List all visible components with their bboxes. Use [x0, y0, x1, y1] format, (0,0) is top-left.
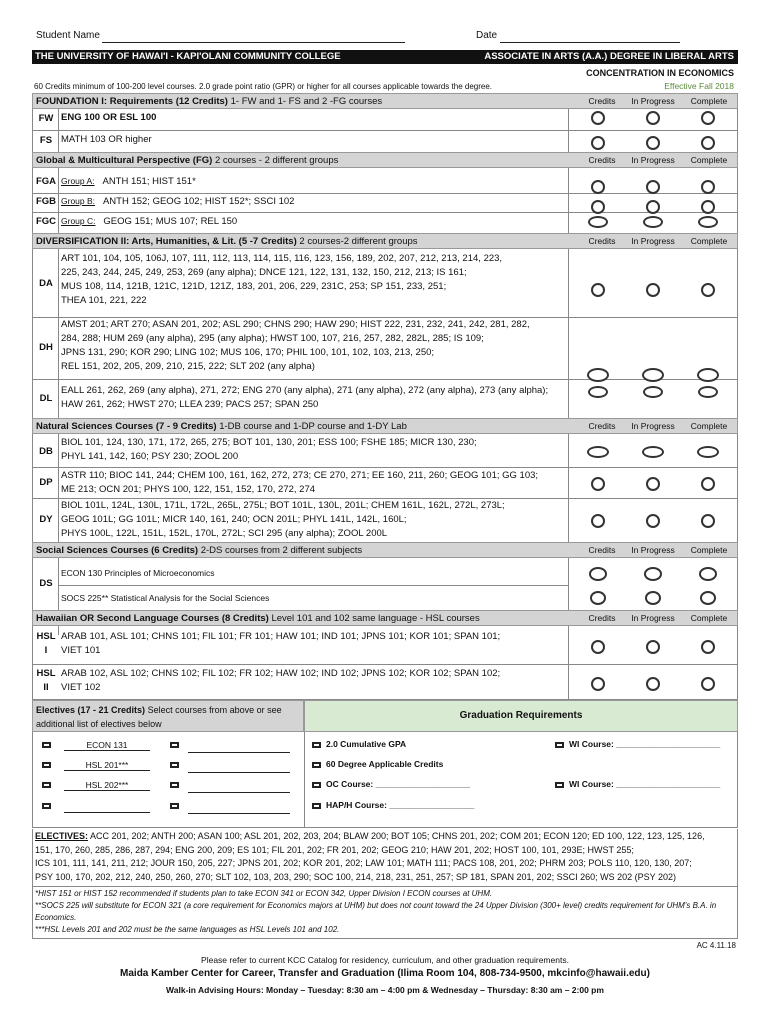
- fgb-courses: ANTH 152; GEOG 102; HIST 152*; SSCI 102: [102, 196, 295, 207]
- oc-course-field[interactable]: OC Course: ____________________: [326, 779, 471, 789]
- credits-status-oval[interactable]: [591, 677, 605, 691]
- in-progress-status-oval[interactable]: [646, 514, 660, 528]
- da-line: ART 101, 104, 105, 106J, 107, 111, 112, 113, 114, 115, 116, 123, 156, 189, 202, 207, 212, 213, 214, 223,: [61, 253, 503, 264]
- foundation-title: FOUNDATION I: Requirements (12 Credits): [36, 96, 228, 107]
- elective-list-line: ACC 201, 202; ANTH 200; ASAN 100; ASL 201, 202, 203, 204; BLAW 200; BOT 105; CHNS 201, 202; COM 201; ECON 120; ED 100, 122, 123, 125, 126,: [90, 831, 705, 841]
- natural-header: [32, 418, 738, 434]
- footnote: *HIST 151 or HIST 152 recommended if students plan to take ECON 341 or ECON 342, Upper Division I ECON courses at UHM.: [35, 889, 493, 898]
- elective-checkbox[interactable]: [42, 782, 51, 788]
- in-progress-status-oval[interactable]: [643, 386, 663, 398]
- dp-code: DP: [39, 477, 53, 488]
- oc-checkbox[interactable]: [312, 782, 321, 788]
- dy-line: GEOG 101L; GG 101L; MICR 140, 161, 240; OCN 201L; PHYL 141L, 142L, 160L;: [61, 514, 407, 525]
- in-progress-status-oval[interactable]: [645, 591, 661, 605]
- fgc-group: Group C:: [61, 216, 96, 226]
- complete-status-oval[interactable]: [701, 200, 715, 214]
- da-line: THEA 101, 221, 222: [61, 295, 147, 306]
- in-progress-status-oval[interactable]: [646, 283, 660, 297]
- credits-status-oval[interactable]: [591, 136, 605, 150]
- hsl1-line: VIET 101: [61, 645, 101, 656]
- in-progress-status-oval[interactable]: [642, 368, 664, 382]
- hsl2-courses: [61, 667, 566, 695]
- dy-code: DY: [39, 514, 53, 525]
- in-progress-status-oval[interactable]: [642, 446, 664, 458]
- complete-status-oval[interactable]: [699, 567, 717, 581]
- complete-header: Complete: [690, 613, 728, 623]
- student-name-label: Student Name: [36, 30, 100, 41]
- diversification-title: DIVERSIFICATION II: Arts, Humanities, & Lit. (5 -7 Credits): [36, 236, 297, 247]
- complete-status-oval[interactable]: [697, 368, 719, 382]
- advising-center: Maida Kamber Center for Career, Transfer and Graduation (Ilima Room 104, 808-734-9500, mkcinfo@hawaii.edu): [120, 968, 650, 979]
- db-line: BIOL 101, 124, 130, 171, 172, 265, 275; BOT 101, 130, 201; ESS 100; FSHE 185; MICR 130, 230;: [61, 437, 477, 448]
- dy-line: BIOL 101L, 124L, 130L, 171L, 172L, 265L, 275L; BOT 101L, 130L, 201L; CHEM 161L, 162L, 272L, 273L;: [61, 500, 505, 511]
- elective-blank-field[interactable]: [188, 813, 290, 814]
- concentration: CONCENTRATION IN ECONOMICS: [586, 68, 734, 78]
- in-progress-header: In Progress: [631, 236, 675, 246]
- elective-checkbox[interactable]: [42, 803, 51, 809]
- dl-courses: [61, 384, 566, 412]
- fga-row: [61, 174, 566, 189]
- natural-subtitle: 1-DB course and 1-DP course and 1-DY Lab: [219, 421, 407, 432]
- da-code: DA: [39, 278, 53, 289]
- complete-status-oval[interactable]: [701, 283, 715, 297]
- title-bar: [32, 50, 738, 64]
- complete-status-oval[interactable]: [698, 216, 718, 228]
- elective-list-line: PSY 100, 170, 202, 212, 240, 250, 260, 270; SLT 102, 103, 203, 290; SOC 100, 214, 218, 231, 251, 257; SP 181, SPAN 201, 202; SSCI 260; WS 202 (PSY 202): [35, 871, 676, 882]
- elective-blank-field[interactable]: [188, 772, 290, 773]
- diversification-header: [32, 233, 738, 249]
- complete-header: Complete: [690, 236, 728, 246]
- in-progress-status-oval[interactable]: [646, 677, 660, 691]
- dh-line: AMST 201; ART 270; ASAN 201, 202; ASL 290; CHNS 290; HAW 290; HIST 222, 231, 232, 241, 242, 281, 282,: [61, 319, 530, 330]
- wi-checkbox[interactable]: [555, 782, 564, 788]
- fs-code: FS: [39, 135, 53, 146]
- fgc-courses: GEOG 151; MUS 107; REL 150: [103, 216, 238, 227]
- credits-header: Credits: [588, 613, 616, 623]
- hsl1-courses: [61, 630, 566, 658]
- dy-courses: [61, 499, 566, 541]
- natural-title: Natural Sciences Courses (7 - 9 Credits): [36, 421, 217, 432]
- gpa-checkbox[interactable]: [312, 742, 321, 748]
- credits-status-oval[interactable]: [591, 283, 605, 297]
- fgb-group: Group B:: [61, 196, 96, 206]
- catalog-note: Please refer to current KCC Catalog for residency, curriculum, and other graduation requirements.: [201, 955, 569, 965]
- credits-status-oval[interactable]: [591, 180, 605, 194]
- in-progress-status-oval[interactable]: [643, 216, 663, 228]
- social-header: [32, 542, 738, 558]
- requirement-note: 60 Credits minimum of 100-200 level courses. 2.0 grade point ratio (GPR) or higher for all courses applicable towards the degree.: [34, 82, 493, 91]
- in-progress-header: In Progress: [631, 613, 675, 623]
- in-progress-header: In Progress: [631, 421, 675, 431]
- db-courses: [61, 436, 566, 464]
- in-progress-status-oval[interactable]: [646, 640, 660, 654]
- credits-header: Credits: [588, 96, 616, 106]
- global-header: [32, 152, 738, 168]
- credits-status-oval[interactable]: [591, 200, 605, 214]
- fga-code: FGA: [35, 176, 57, 187]
- date-field[interactable]: [500, 42, 680, 43]
- complete-status-oval[interactable]: [697, 446, 719, 458]
- hawaiian-title: Hawaiian OR Second Language Courses (8 Credits): [36, 613, 269, 624]
- complete-status-oval[interactable]: [701, 514, 715, 528]
- credits-status-oval[interactable]: [591, 477, 605, 491]
- credits-status-oval[interactable]: [591, 111, 605, 125]
- effective-date: Effective Fall 2018: [664, 81, 734, 91]
- credits-status-oval[interactable]: [588, 216, 608, 228]
- dy-line: PHYS 100L, 122L, 151L, 152L, 170L, 272L; SCI 295 (any alpha); ZOOL 200L: [61, 528, 388, 539]
- complete-status-oval[interactable]: [701, 677, 715, 691]
- hsl1-line: ARAB 101, ASL 101; CHNS 101; FIL 101; FR 101; HAW 101; IND 101; JPNS 101; KOR 101; SPAN 101;: [61, 631, 501, 642]
- db-line: PHYL 141, 142, 160; PSY 230; ZOOL 200: [61, 451, 239, 462]
- advising-hours: Walk-in Advising Hours: Monday – Tuesday: 8:30 am – 4:00 pm & Wednesday – Thursday: 8:30 am – 2:00 pm: [166, 985, 604, 995]
- foundation-subtitle: 1- FW and 1- FS and 2 -FG courses: [230, 96, 383, 107]
- credits-checkbox[interactable]: [312, 762, 321, 768]
- credits-status-oval[interactable]: [589, 567, 607, 581]
- fw-code: FW: [38, 113, 54, 124]
- in-progress-status-oval[interactable]: [646, 200, 660, 214]
- elective-hsl-201: HSL 201***: [64, 760, 150, 771]
- global-subtitle: 2 courses - 2 different groups: [214, 155, 339, 166]
- electives-title: Electives (17 - 21 Credits): [36, 705, 146, 715]
- hawaiian-header: [32, 610, 738, 626]
- elective-checkbox[interactable]: [170, 742, 179, 748]
- fga-courses: ANTH 151; HIST 151*: [102, 176, 196, 187]
- elective-list-line: 151, 170, 260, 285, 286, 287, 294; ENG 200, 209; ES 101; FIL 201, 202; FR 201, 202; GEOG 210; HAW 201, 202; HOST 100, 101, 293E; HWST 255;: [35, 844, 634, 855]
- hsl2-line: VIET 102: [61, 682, 101, 693]
- complete-status-oval[interactable]: [701, 136, 715, 150]
- graduation-title: Graduation Requirements: [459, 710, 583, 721]
- complete-status-oval[interactable]: [701, 180, 715, 194]
- credits-requirement: 60 Degree Applicable Credits: [326, 759, 444, 769]
- foundation-header: [32, 93, 738, 109]
- fw-courses: ENG 100 OR ESL 100: [61, 112, 157, 123]
- in-progress-header: In Progress: [631, 545, 675, 555]
- elective-checkbox[interactable]: [170, 782, 179, 788]
- complete-header: Complete: [690, 545, 728, 555]
- dl-line: HAW 261, 262; HWST 270; LLEA 239; PACS 257; SPAN 250: [61, 399, 319, 410]
- dp-line: ME 213; OCN 201; PHYS 100, 122, 151, 152, 170, 272, 274: [61, 484, 316, 495]
- dp-courses: [61, 469, 566, 497]
- credits-status-oval[interactable]: [590, 591, 606, 605]
- elective-list: [32, 830, 741, 884]
- credits-header: Credits: [588, 545, 616, 555]
- diversification-subtitle: 2 courses-2 different groups: [299, 236, 418, 247]
- db-code: DB: [39, 446, 53, 457]
- fgb-row: [61, 194, 566, 209]
- dl-code: DL: [39, 393, 53, 404]
- dh-line: JPNS 131, 290; KOR 290; LING 102; MUS 106, 170; PHIL 100, 101, 102, 103, 213, 250;: [61, 347, 435, 358]
- social-subtitle: 2-DS courses from 2 different subjects: [200, 545, 363, 556]
- elective-blank-field[interactable]: [64, 801, 150, 813]
- hap-checkbox[interactable]: [312, 803, 321, 809]
- electives-subtitle: Select courses from above or see additional list of electives below: [36, 705, 282, 729]
- complete-status-oval[interactable]: [701, 640, 715, 654]
- credits-status-oval[interactable]: [587, 368, 609, 382]
- credits-header: Credits: [588, 155, 616, 165]
- dh-code: DH: [39, 342, 53, 353]
- in-progress-status-oval[interactable]: [646, 111, 660, 125]
- footnote: **SOCS 225 will substitute for ECON 321 (a core requirement for Economics majors at UHM) but does not count toward the 24 Upper Division (300+ level) credits requirement for UHM's B.A. in Economics.: [35, 901, 717, 922]
- dl-line: EALL 261, 262, 269 (any alpha), 271, 272; ENG 270 (any alpha), 271 (any alpha), 272 (any alpha), 273 (any alpha);: [61, 385, 549, 396]
- hsl1-code: HSL I: [36, 631, 56, 656]
- fgc-row: [61, 214, 566, 229]
- wi-course-field[interactable]: WI Course: ______________________: [569, 739, 721, 749]
- ds-code: DS: [39, 578, 53, 589]
- dh-line: REL 151, 202, 205, 209, 210, 215, 222; SLT 202 (any alpha): [61, 361, 315, 372]
- fs-courses: MATH 103 OR higher: [61, 134, 152, 145]
- elective-checkbox[interactable]: [170, 803, 179, 809]
- econ-130: ECON 130 Principles of Microeconomics: [61, 568, 215, 578]
- da-line: MUS 108, 114, 121B, 121C, 121D, 121Z, 183, 201, 206, 229, 231C, 253; SP 151, 233, 251;: [61, 281, 447, 292]
- credits-status-oval[interactable]: [591, 640, 605, 654]
- fga-group: Group A:: [61, 176, 95, 186]
- dp-line: ASTR 110; BIOC 141, 244; CHEM 100, 161, 162, 272, 273; CE 270, 271; EE 160, 211, 260; GEOG 101; GG 103;: [61, 470, 539, 481]
- social-title: Social Sciences Courses (6 Credits): [36, 545, 199, 556]
- credits-header: Credits: [588, 421, 616, 431]
- elective-list-label: ELECTIVES:: [35, 831, 89, 841]
- hsl2-code: HSL II: [36, 668, 56, 693]
- in-progress-header: In Progress: [631, 155, 675, 165]
- elective-checkbox[interactable]: [170, 762, 179, 768]
- elective-hsl-202: HSL 202***: [64, 780, 150, 791]
- dh-line: 284, 288; HUM 269 (any alpha), 295 (any alpha); HWST 100, 107, 216, 257, 282, 282L, 285; IS 109;: [61, 333, 484, 344]
- complete-status-oval[interactable]: [700, 591, 716, 605]
- complete-header: Complete: [690, 155, 728, 165]
- elective-checkbox[interactable]: [42, 742, 51, 748]
- footnote: ***HSL Levels 201 and 202 must be the same languages as HSL Levels 101 and 102.: [35, 925, 340, 934]
- elective-econ-131: ECON 131: [64, 740, 150, 751]
- credits-status-oval[interactable]: [588, 386, 608, 398]
- hap-course-field[interactable]: HAP/H Course: __________________: [326, 800, 475, 810]
- elective-list-line: ICS 101, 111, 141, 211, 212; JOUR 150, 205, 227; JPNS 201, 202; KOR 201, 202; LAW 101; MATH 111; PACS 108, 201, 202; PHRM 203; POLS 110, 120, 130, 207;: [35, 858, 692, 868]
- in-progress-status-oval[interactable]: [646, 180, 660, 194]
- credits-status-oval[interactable]: [591, 514, 605, 528]
- complete-header: Complete: [690, 421, 728, 431]
- gpa-requirement: 2.0 Cumulative GPA: [326, 739, 407, 749]
- complete-status-oval[interactable]: [701, 111, 715, 125]
- degree-name: ASSOCIATE IN ARTS (A.A.) DEGREE IN LIBERAL ARTS: [484, 51, 734, 62]
- university-name: THE UNIVERSITY OF HAWAI'I - KAPI'OLANI COMMUNITY COLLEGE: [35, 51, 341, 62]
- hsl2-line: ARAB 102, ASL 102; CHNS 102; FIL 102; FR 102; HAW 102; IND 102; JPNS 102; KOR 102; SPAN 102;: [61, 668, 501, 679]
- fgc-code: FGC: [35, 216, 57, 227]
- complete-status-oval[interactable]: [698, 386, 718, 398]
- in-progress-status-oval[interactable]: [644, 567, 662, 581]
- form-code: AC 4.11.18: [696, 941, 736, 950]
- elective-blank-field[interactable]: [188, 752, 290, 753]
- student-name-field[interactable]: [102, 42, 405, 43]
- elective-checkbox[interactable]: [42, 762, 51, 768]
- in-progress-header: In Progress: [631, 96, 675, 106]
- in-progress-status-oval[interactable]: [646, 136, 660, 150]
- elective-blank-field[interactable]: [188, 792, 290, 793]
- fgb-code: FGB: [35, 196, 57, 207]
- electives-header: [32, 700, 304, 732]
- complete-status-oval[interactable]: [701, 477, 715, 491]
- da-line: 225, 243, 244, 245, 249, 253, 269 (any alpha); DNCE 121, 122, 131, 132, 150, 212, 213; IS 161;: [61, 267, 467, 278]
- wi-course-field[interactable]: WI Course: ______________________: [569, 779, 721, 789]
- credits-header: Credits: [588, 236, 616, 246]
- in-progress-status-oval[interactable]: [646, 477, 660, 491]
- status-divider: [568, 93, 569, 700]
- footnotes: [35, 888, 735, 936]
- da-courses: [61, 252, 566, 308]
- graduation-header: [304, 700, 738, 732]
- socs-225: SOCS 225** Statistical Analysis for the Social Sciences: [61, 593, 270, 603]
- global-title: Global & Multicultural Perspective (FG): [36, 155, 213, 166]
- credits-status-oval[interactable]: [587, 446, 609, 458]
- hawaiian-subtitle: Level 101 and 102 same language - HSL courses: [271, 613, 480, 624]
- date-label: Date: [476, 30, 498, 41]
- complete-header: Complete: [690, 96, 728, 106]
- wi-checkbox[interactable]: [555, 742, 564, 748]
- dh-courses: [61, 318, 566, 374]
